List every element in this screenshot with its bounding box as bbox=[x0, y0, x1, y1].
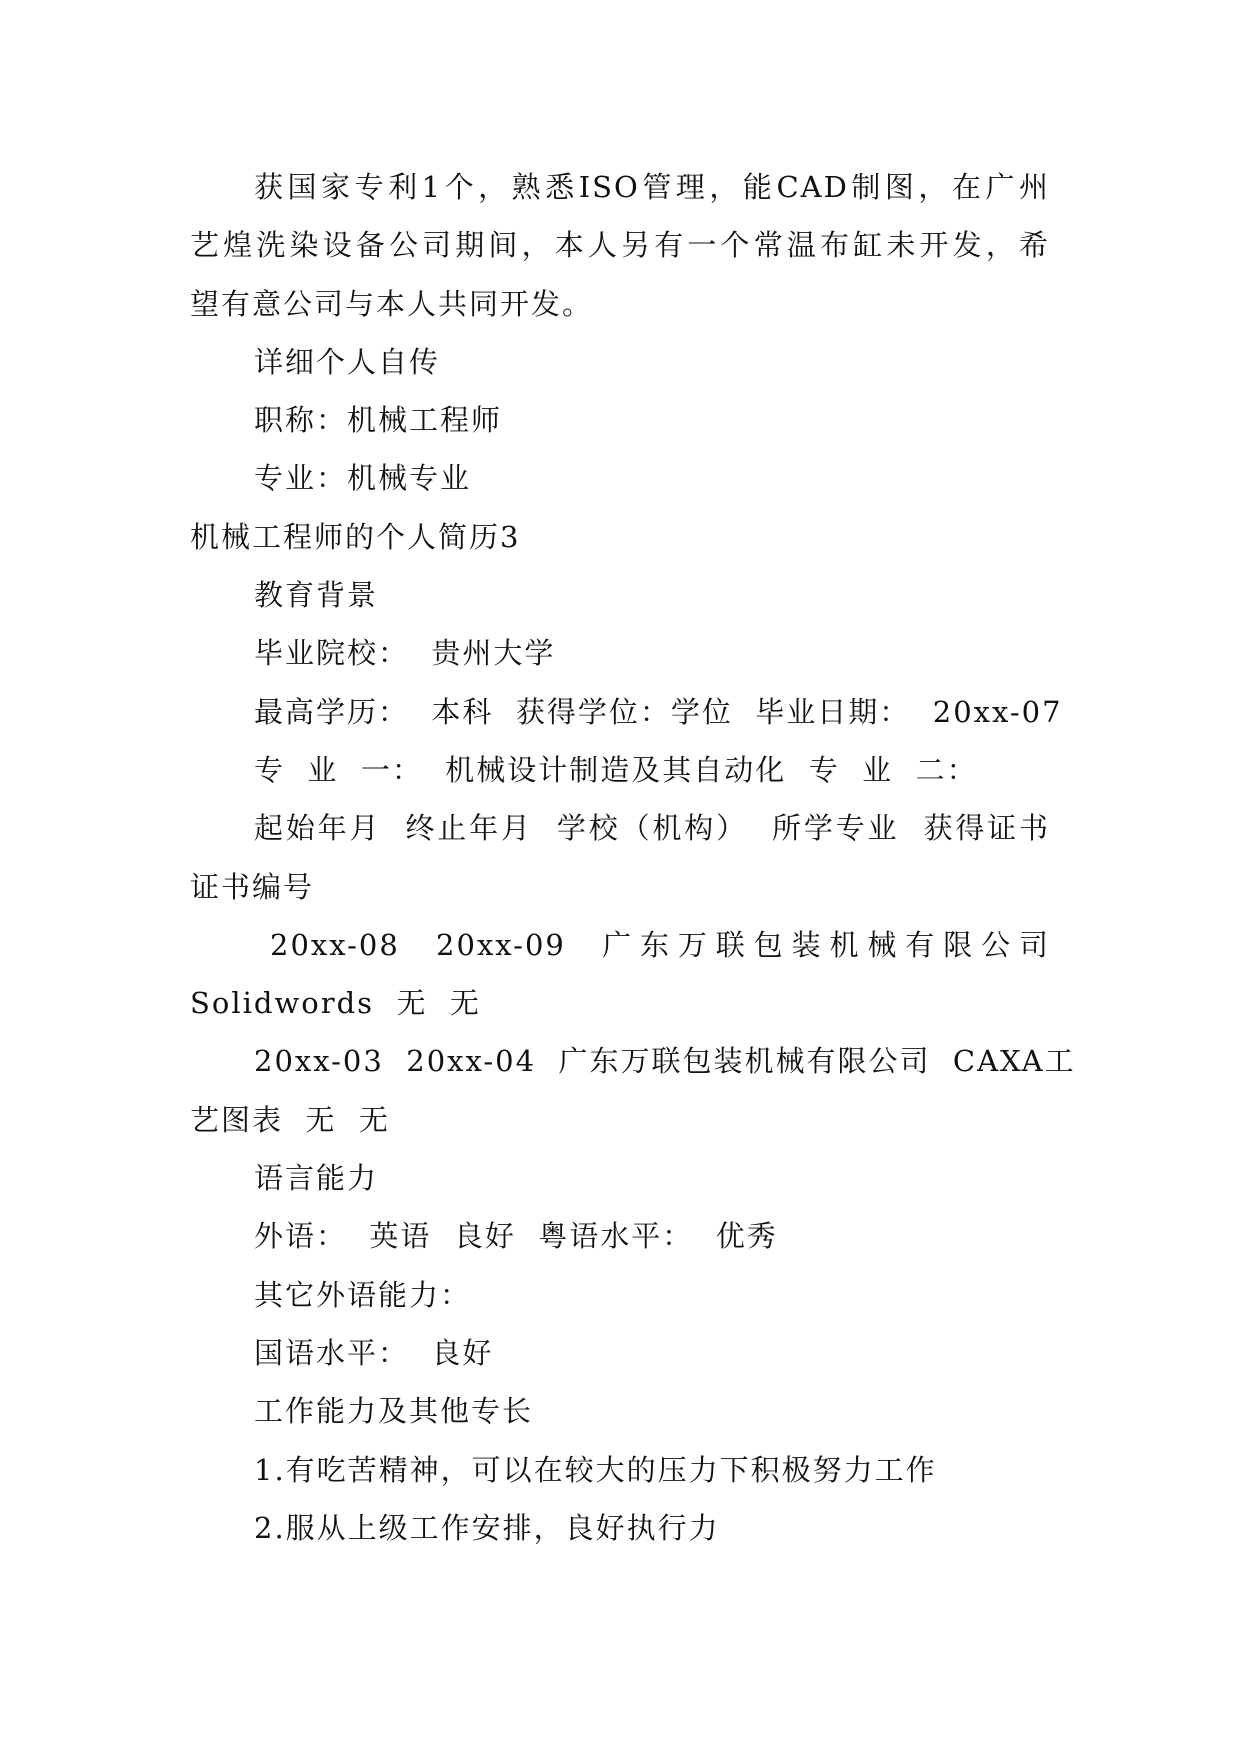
education-heading: 教育背景 bbox=[254, 578, 379, 613]
training-row-2-line-2: 艺图表 无 无 bbox=[190, 1102, 390, 1137]
mandarin-line: 国语水平： 良好 bbox=[254, 1335, 494, 1370]
autobiography-heading: 详细个人自传 bbox=[254, 344, 441, 379]
skill-item-1: 1.有吃苦精神，可以在较大的压力下积极努力工作 bbox=[254, 1452, 937, 1487]
degree-line: 最高学历： 本科 获得学位：学位 毕业日期： 20xx-07 bbox=[254, 694, 1063, 729]
majors-line: 专 业 一： 机械设计制造及其自动化 专 业 二： bbox=[254, 752, 978, 787]
intro-line-3: 望有意公司与本人共同开发。 bbox=[190, 286, 594, 321]
document-body bbox=[190, 158, 1076, 1557]
training-header-line-2: 证书编号 bbox=[190, 869, 315, 904]
skill-item-2: 2.服从上级工作安排，良好执行力 bbox=[254, 1510, 720, 1545]
training-row-1-line-2: Solidwords 无 无 bbox=[190, 986, 481, 1021]
job-title-line: 职称：机械工程师 bbox=[254, 403, 503, 438]
resume-section-title: 机械工程师的个人简历3 bbox=[190, 519, 521, 554]
school-line: 毕业院校： 贵州大学 bbox=[254, 636, 556, 671]
major-line: 专业：机械专业 bbox=[254, 461, 472, 496]
training-row-2-line-1: 20xx-03 20xx-04 广东万联包装机械有限公司 CAXA工 bbox=[254, 1044, 1076, 1079]
foreign-language-line: 外语： 英语 良好 粤语水平： 优秀 bbox=[254, 1219, 778, 1254]
training-row-1-line-1: 20xx-08 20xx-09 广东万联包装机械有限公司 bbox=[270, 927, 1050, 962]
language-heading: 语言能力 bbox=[254, 1161, 379, 1196]
training-header-line-1: 起始年月 终止年月 学校（机构） 所学专业 获得证书 bbox=[254, 811, 1050, 846]
skills-heading: 工作能力及其他专长 bbox=[254, 1394, 534, 1429]
intro-line-1: 获国家专利1个，熟悉ISO管理，能CAD制图，在广州 bbox=[254, 170, 1050, 204]
intro-line-2: 艺煌洗染设备公司期间，本人另有一个常温布缸未开发，希 bbox=[190, 228, 1050, 263]
other-language-line: 其它外语能力： bbox=[254, 1277, 472, 1312]
